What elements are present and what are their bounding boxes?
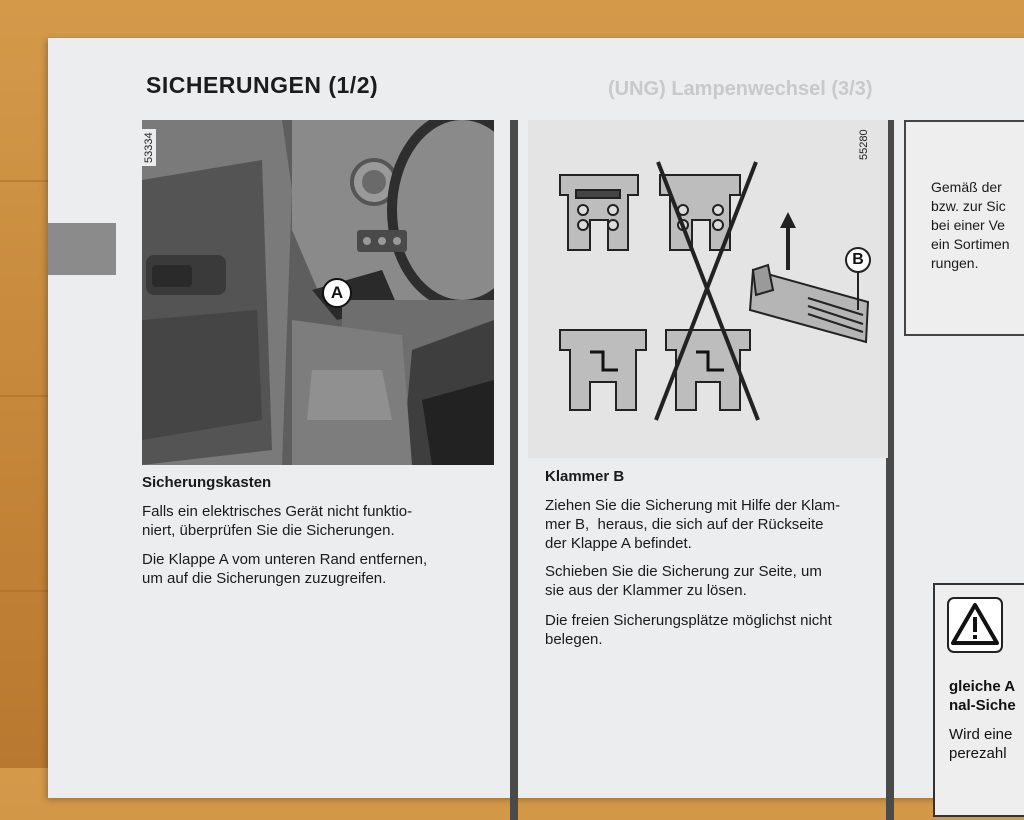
callout-a-badge: A (322, 278, 352, 308)
bleed-through-title: (UNG) Lampenwechsel (3/3) (608, 78, 873, 100)
clamp-paragraph-3: Die freien Sicherungsplätze möglichst nicht belegen. (545, 612, 832, 648)
manual-page (48, 38, 1024, 798)
figure-number-middle: 55280 (858, 129, 870, 160)
page-title: SICHERUNGEN (1/2) (146, 72, 379, 98)
clamp-paragraph-1: Ziehen Sie die Sicherung mit Hilfe der Klam- mer B, heraus, die sich auf der Rückseite der Klappe A befindet. (545, 497, 841, 552)
warning-triangle-icon (947, 597, 1003, 653)
warning-text: Wird eine perezahl (949, 726, 1013, 762)
up-arrow (780, 212, 796, 270)
fusebox-paragraph-2: Die Klappe A vom unteren Rand entfernen, um auf die Sicherungen zuzugreifen. (142, 551, 428, 587)
clamp-b (750, 265, 868, 342)
clamp-paragraph-2: Schieben Sie die Sicherung zur Seite, um sie aus der Klammer zu lösen. (545, 563, 822, 599)
fuse-removal-illustration (528, 120, 888, 458)
callout-b-label: B (852, 251, 864, 268)
warning-heading: gleiche A nal-Siche (949, 678, 1016, 714)
column-divider (510, 120, 518, 820)
right-info-text: Gemäß der bzw. zur Sic bei einer Ve ein Sortimen rungen. (931, 179, 1010, 271)
car-interior-illustration (142, 120, 494, 465)
section-tab (48, 223, 116, 275)
fusebox-photo (142, 120, 494, 465)
fusebox-paragraph-1: Falls ein elektrisches Gerät nicht funktio- niert, überprüfen Sie die Sicherungen. (142, 503, 413, 539)
figure-number-left: 53334 (142, 129, 156, 166)
warning-box (933, 583, 1024, 817)
fuse-top-left (560, 175, 638, 250)
fusebox-heading: Sicherungskasten (142, 474, 272, 491)
fuse-diagram (528, 120, 888, 458)
clamp-heading: Klammer B (545, 468, 625, 485)
fuse-bottom-left (560, 330, 646, 410)
